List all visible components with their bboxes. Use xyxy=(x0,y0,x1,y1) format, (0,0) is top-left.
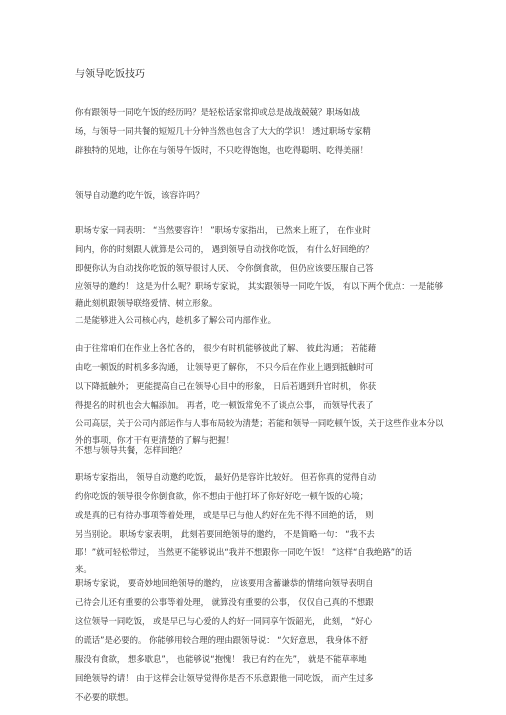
section-question-1 xyxy=(75,187,495,206)
text-line: 回绝领导约请！ 由于这样会让领导觉得你是否不乐意跟他一同吃饭， 而产生过多 xyxy=(75,673,374,683)
text-line: 服没有食欲， 想多歇息”， 也能够说“抱愧！ 我已有约在先”， 就是不能草率地 xyxy=(75,654,367,664)
text-line: 场，与领导一同共餐的短短几十分钟当然也包含了大大的学识！ 透过职场专家精 xyxy=(75,126,371,136)
text-line: 公司高层，关于公司内部运作与人事布局较为清楚；若能和领导一同吃顿午饭，关于这些作业本分以 xyxy=(75,418,444,428)
text-line: 另当别论。 职场专家表明， 此刻若要回绝领导的邀约， 不是简略一句： “我不去 xyxy=(75,529,375,539)
text-line: 外的事项，你才干有更清楚的了解与把握！ xyxy=(75,435,235,445)
text-line: 来。 xyxy=(75,564,92,574)
question-heading: 领导自动邀约吃午饭，该容许吗？ xyxy=(75,191,204,201)
text-line: 得提名的时机也会大幅添加。 再者，吃一顿饭常免不了谈点公事， 而领导代表了 xyxy=(75,400,374,410)
text-line: 耶！”就可轻松带过， 当然更不能够说出“我并不想跟你一同吃午饭！ ”这样“自我绝路”的话 xyxy=(75,547,412,557)
text-line: 藉此刻机跟领导联络爱情、树立形象。 xyxy=(75,298,218,308)
intro-paragraph xyxy=(75,103,495,160)
document-title: 与领导吃饭技巧 xyxy=(75,69,145,80)
text-line: 辟独特的见地，让你在与领导午饭时，不只吃得饱饱，也吃得聪明、吃得美丽！ xyxy=(75,145,369,155)
text-line: 职场专家说， 要奇妙地回绝领导的邀约， 应该要用含蓄谦恭的情绪向领导表明自 xyxy=(75,578,374,588)
text-line: 即便你认为自动找你吃饭的领导很讨人厌、 令你倒食欲， 但仍应该要压服自己答 xyxy=(75,263,374,273)
text-line: 以下降抵触外； 更能提高自己在领导心目中的形象， 日后若遇到升官时机， 你获 xyxy=(75,381,377,391)
text-line: 不必要的联想。 xyxy=(75,692,134,702)
text-line: 这位领导一同吃饭， 或是早已与心爱的人约好一同同享午饭韶光， 此刻， “好心 xyxy=(75,616,373,626)
text-line: 的谎话”是必要的。 你能够用较合理的理由跟领导说： “欠好意思， 我身体不舒 xyxy=(75,635,369,645)
paragraph-5 xyxy=(75,574,495,707)
text-line: 己待会儿还有重要的公事等着处理， 就算没有重要的公事， 仅仅自己真的不想跟 xyxy=(75,597,374,607)
paragraph-1 xyxy=(75,221,495,313)
text-line: 你有跟领导一同吃午饭的经历吗？是轻松话家常抑或总是战战兢兢？职场如战 xyxy=(75,107,360,117)
paragraph-4 xyxy=(75,468,495,579)
text-line: 或是真的已有待办事项等着处理， 或是早已与他人约好在先不得不回绝的话， 则 xyxy=(75,510,374,520)
text-line: 职场专家一同表明： “当然要容许！ ”职场专家指出， 已然来上班了， 在作业时 xyxy=(75,225,371,235)
text-line: 由吃一顿饭的时机多多沟通， 让领导更了解你， 不只今后在作业上遇到抵触时可 xyxy=(75,362,374,372)
text-line: 应领导的邀约！ 这是为什么呢？职场专家说， 其实跟领导一同吃午饭， 有以下两个优点：一是能够 xyxy=(75,281,444,291)
text-line: 二是能够进入公司核心内，趁机多了解公司内部作业。 xyxy=(75,315,276,325)
question-heading: 不想与领导共餐，怎样回绝？ xyxy=(75,446,187,456)
text-line: 约你吃饭的领导很令你倒食欲，你不想由于他打坏了你好好吃一顿午饭的心境； xyxy=(75,491,369,501)
section-question-2 xyxy=(75,442,495,461)
paragraph-3 xyxy=(75,339,495,450)
text-line: 间内，你的时刻跟人就算是公司的， 遇到领导自动找你吃饭， 有什么好回绝的？ xyxy=(75,244,374,254)
text-line: 由于往常咱们在作业上各忙各的， 很少有时机能够彼此了解、 彼此沟通； 若能藉 xyxy=(75,343,377,353)
text-line: 职场专家指出， 领导自动邀约吃饭， 最好仍是容许比较好。 但若你真的觉得自动 xyxy=(75,472,377,482)
paragraph-2 xyxy=(75,311,495,330)
